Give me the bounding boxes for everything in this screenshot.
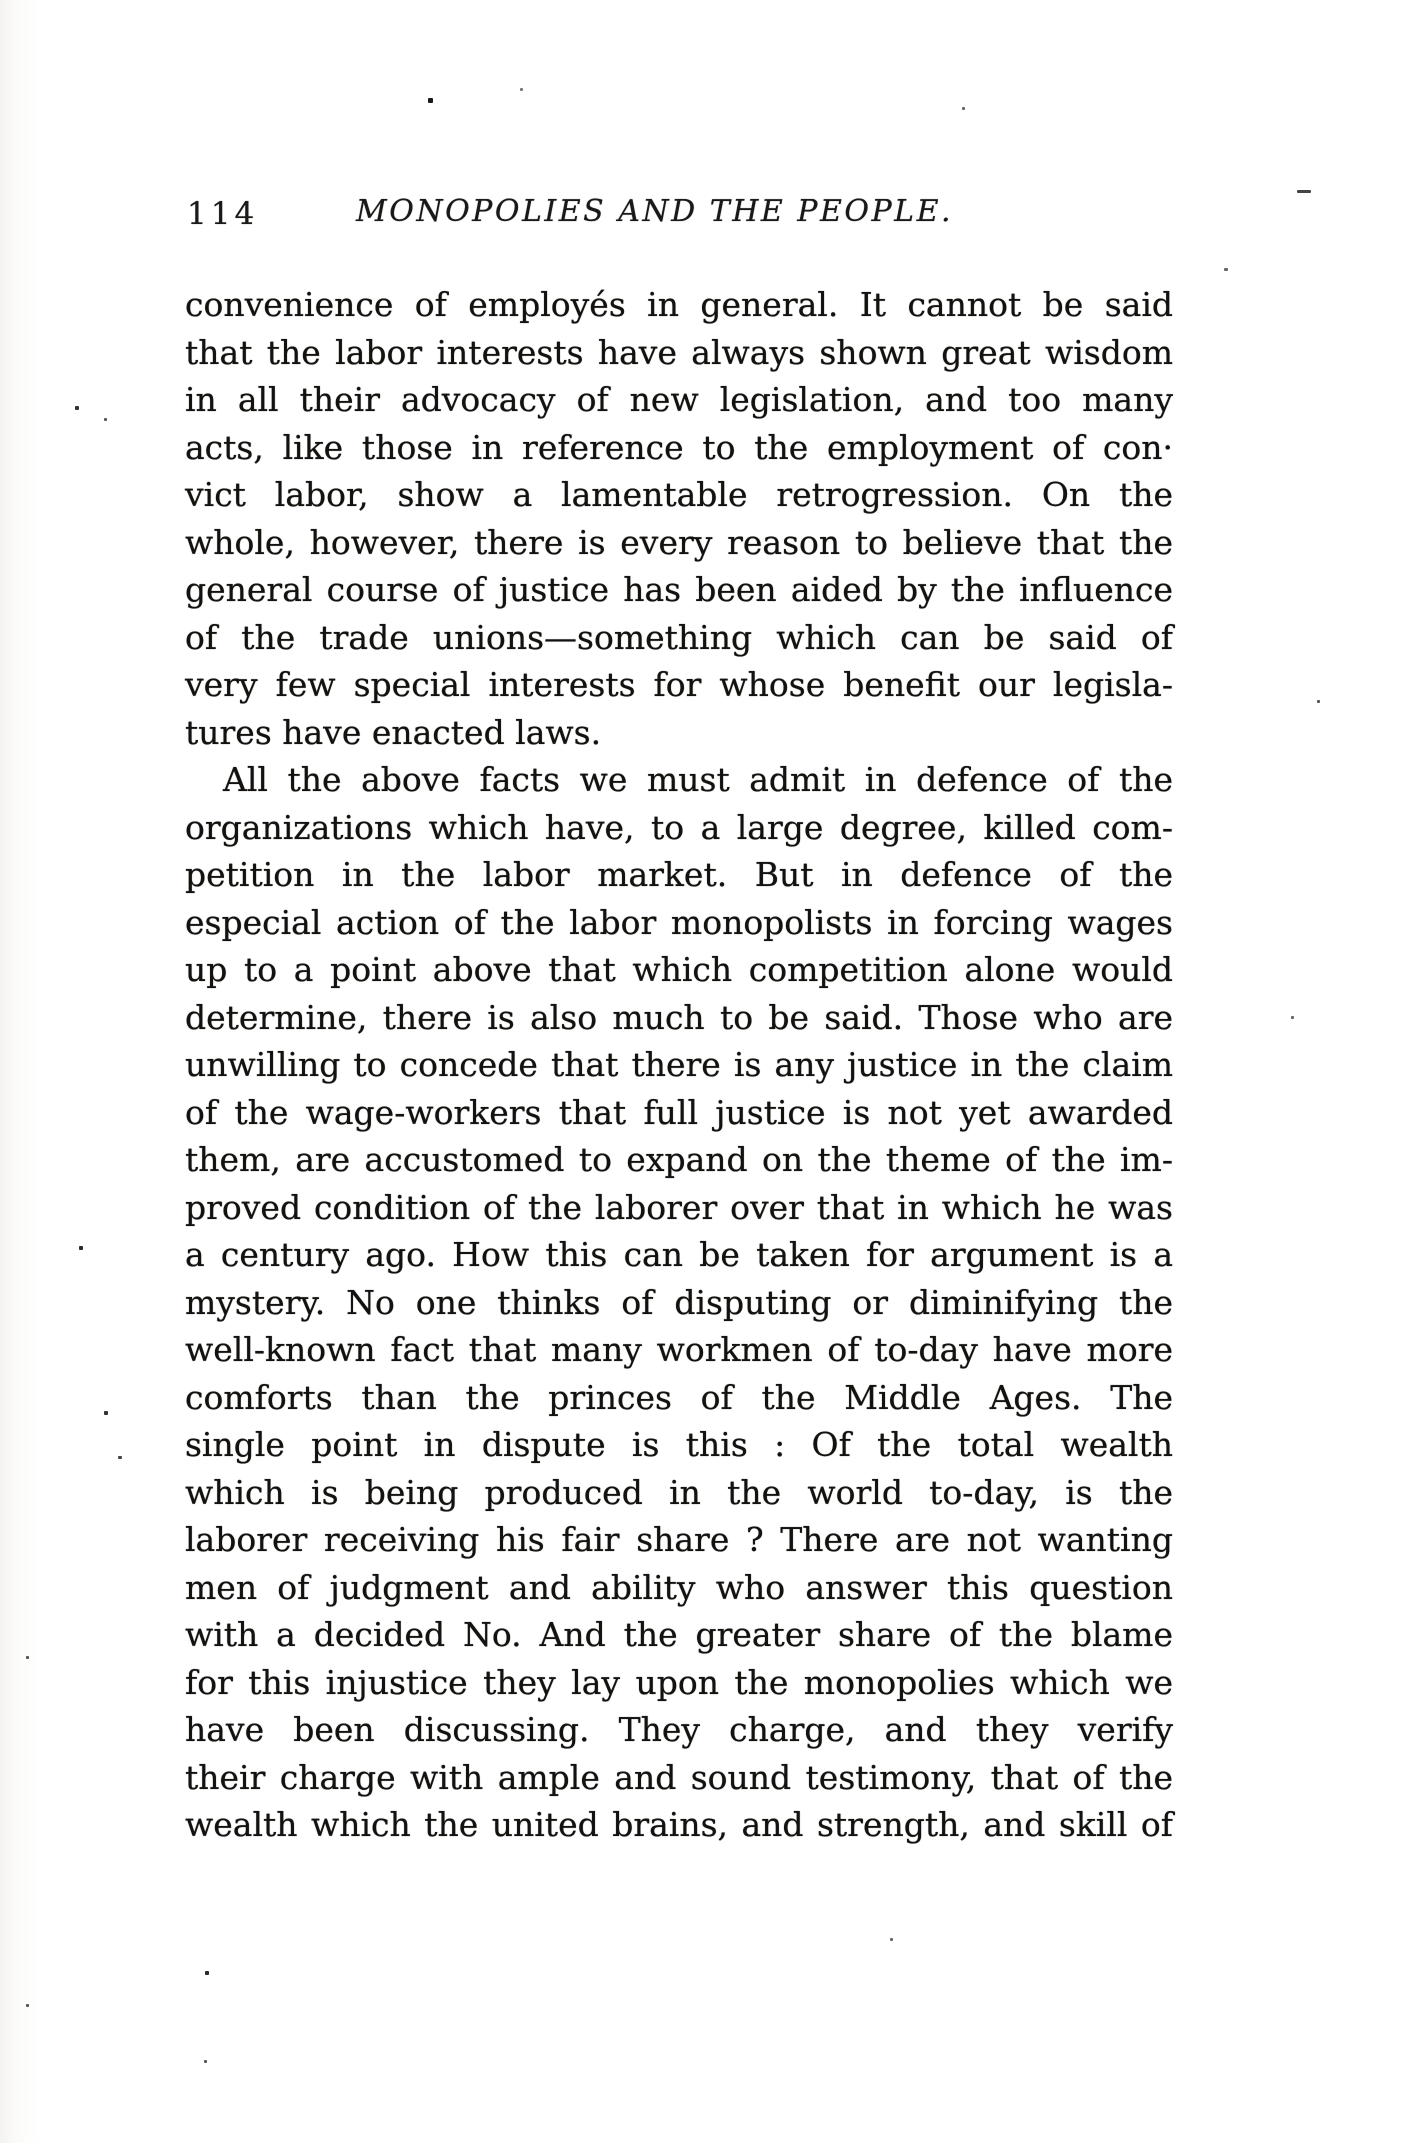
text-line: convenience of employés in general. It cannot be said — [185, 285, 1173, 324]
text-line: laborer receiving his fair share ? There are not wanting — [185, 1520, 1173, 1559]
text-line: comforts than the princes of the Middle Ages. The — [185, 1377, 1173, 1417]
scan-speck — [428, 98, 433, 103]
scan-speck — [204, 2060, 207, 2063]
text-line: determine, there is also much to be said. Those who are — [185, 997, 1173, 1037]
text-line: up to a point above that which competition alone would — [185, 950, 1173, 989]
text-line: vict labor, show a lamentable retrogression. On the — [185, 475, 1173, 514]
text-line: mystery. No one thinks of disputing or diminifying the — [185, 1282, 1173, 1322]
text-line: general course of justice has been aided by the influence — [185, 570, 1173, 609]
scan-speck — [205, 1971, 209, 1975]
text-line: which is being produced in the world to-day, is the — [185, 1472, 1173, 1512]
text-line: single point in dispute is this : Of the total wealth — [185, 1425, 1173, 1464]
scan-speck — [79, 1246, 83, 1250]
text-line: have been discussing. They charge, and they verify — [185, 1710, 1173, 1749]
text-line: that the labor interests have always shown great wisdom — [185, 332, 1173, 372]
running-title: MONOPOLIES AND THE PEOPLE. — [356, 194, 954, 229]
text-line: a century ago. How this can be taken for argument is a — [185, 1235, 1173, 1274]
text-line: in all their advocacy of new legislation, and too many — [185, 380, 1173, 419]
text-line: whole, however, there is every reason to believe that the — [185, 522, 1173, 562]
text-line: of the trade unions—something which can be said of — [185, 617, 1173, 657]
scan-speck — [890, 1938, 893, 1941]
scan-speck — [104, 1411, 108, 1415]
text-line: with a decided No. And the greater share of the blame — [185, 1615, 1173, 1654]
text-line: proved condition of the laborer over that in which he was — [185, 1187, 1173, 1227]
scan-speck — [1317, 700, 1320, 703]
text-line: well-known fact that many workmen of to-day have more — [185, 1330, 1173, 1369]
scan-speck — [75, 406, 79, 410]
paragraph-1 — [185, 281, 1173, 756]
page-header — [0, 194, 1427, 238]
text-line: them, are accustomed to expand on the theme of the im- — [185, 1140, 1173, 1179]
text-line: organizations which have, to a large degree, killed com- — [185, 807, 1173, 847]
scan-speck — [104, 418, 107, 421]
text-line: very few special interests for whose benefit our legisla- — [185, 665, 1173, 704]
paragraph-2 — [185, 756, 1173, 1849]
text-line: tures have enacted laws. — [185, 712, 602, 752]
text-line: wealth which the united brains, and strength, and skill of — [185, 1805, 1173, 1844]
text-line: their charge with ample and sound testimony, that of the — [185, 1757, 1173, 1797]
text-line: men of judgment and ability who answer this question — [185, 1567, 1173, 1607]
text-line: acts, like those in reference to the employment of con· — [185, 427, 1173, 467]
text-line: especial action of the labor monopolists in forcing wages — [185, 902, 1173, 942]
scan-speck — [1224, 268, 1228, 271]
scan-speck — [118, 1456, 122, 1459]
scan-speck — [26, 2004, 29, 2007]
page-body — [185, 281, 1173, 1849]
scan-speck — [962, 107, 965, 110]
text-line: unwilling to concede that there is any justice in the claim — [185, 1045, 1173, 1084]
text-line: of the wage-workers that full justice is not yet awarded — [185, 1092, 1173, 1132]
text-line: petition in the labor market. But in defence of the — [185, 855, 1173, 894]
scan-speck — [1297, 190, 1311, 193]
scan-speck — [26, 1656, 29, 1659]
scan-speck — [520, 88, 523, 91]
text-line: for this injustice they lay upon the monopolies which we — [185, 1662, 1173, 1702]
page-number: 114 — [187, 196, 259, 232]
scan-speck — [1291, 1016, 1294, 1019]
text-line: All the above facts we must admit in defence of the — [223, 760, 1173, 799]
